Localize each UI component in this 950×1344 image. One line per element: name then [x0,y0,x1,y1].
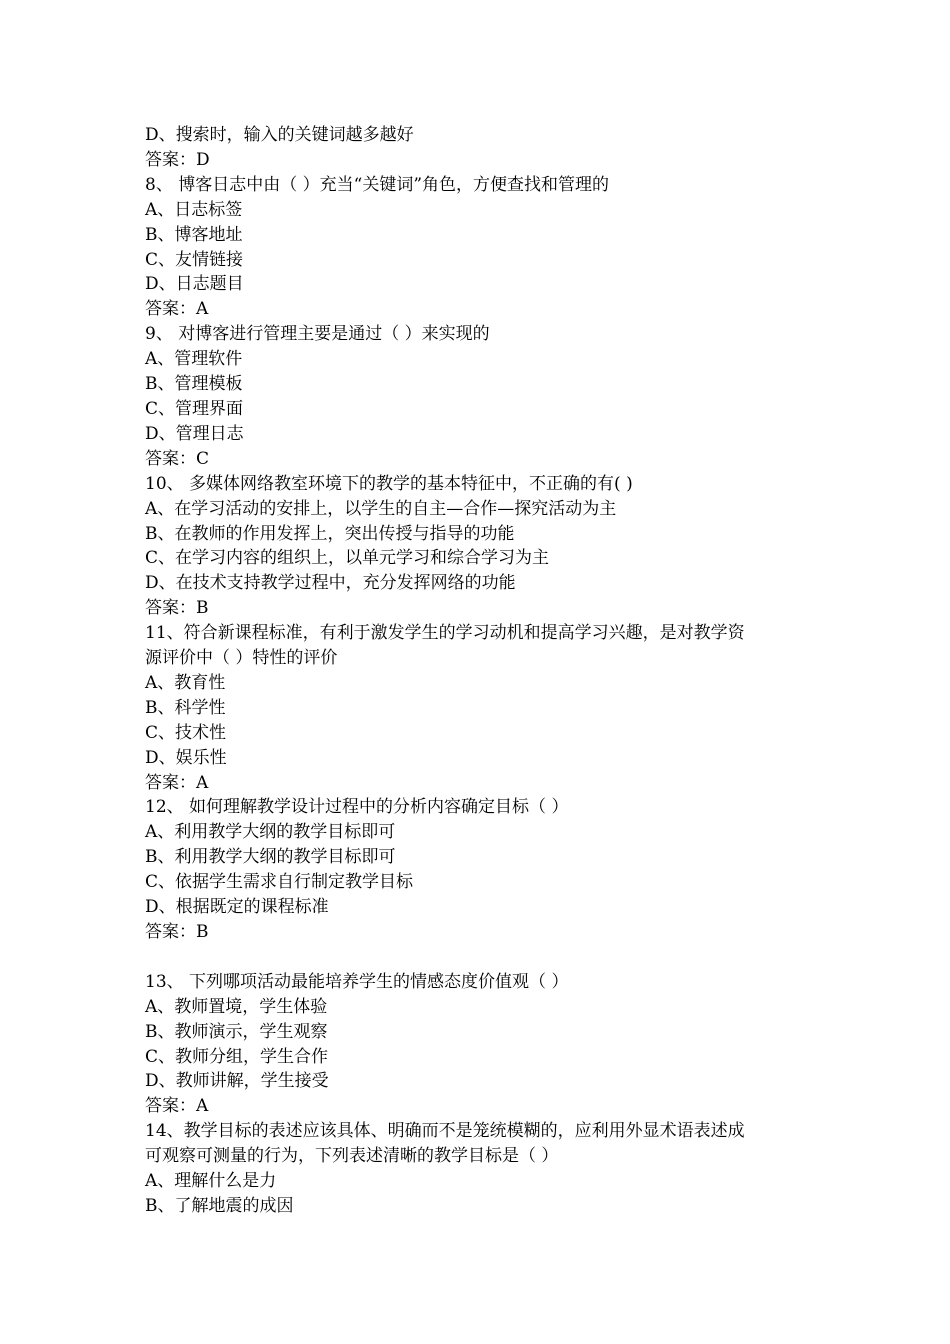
question-line: 13、 下列哪项活动最能培养学生的情感态度价值观（ ） [145,971,569,992]
option-line: D、娱乐性 [145,747,227,768]
question-line-continued: 源评价中（ ）特性的评价 [145,648,338,669]
option-line: A、利用教学大纲的教学目标即可 [145,822,396,843]
answer-line: 答案：A [145,772,209,793]
question-line: 10、 多媒体网络教室环境下的教学的基本特征中，不正确的有( ) [145,473,633,494]
option-line: A、理解什么是力 [145,1171,277,1192]
option-line: C、教师分组，学生合作 [145,1046,329,1067]
answer-line: 答案：D [145,149,210,170]
option-line: D、根据既定的课程标准 [145,897,329,918]
answer-line: 答案：B [145,922,209,942]
option-line: B、管理模板 [145,374,243,395]
option-line: A、管理软件 [145,349,243,370]
option-line: B、博客地址 [145,224,243,245]
option-line: D、教师讲解，学生接受 [145,1071,329,1092]
option-line: B、了解地震的成因 [145,1195,294,1216]
option-line: B、教师演示，学生观察 [145,1021,328,1042]
option-line: B、在教师的作用发挥上，突出传授与指导的功能 [145,523,515,544]
option-line: B、科学性 [145,697,226,718]
option-line: D、在技术支持教学过程中，充分发挥网络的功能 [145,573,516,594]
question-line: 8、 博客日志中由（ ）充当“关键词”角色，方便查找和管理的 [145,174,610,195]
question-line: 14、教学目标的表述应该具体、明确而不是笼统模糊的，应利用外显术语表述成 [145,1121,745,1142]
option-line: A、日志标签 [145,199,243,220]
document-body [145,123,810,1219]
option-line: C、在学习内容的组织上，以单元学习和综合学习为主 [145,548,550,569]
question-line-continued: 可观察可测量的行为，下列表述清晰的教学目标是（ ） [145,1146,559,1167]
option-line: C、技术性 [145,722,227,743]
answer-line: 答案：A [145,299,209,320]
option-line: C、依据学生需求自行制定教学目标 [145,872,414,893]
blank-line [145,945,810,970]
question-line: 11、符合新课程标准，有利于激发学生的学习动机和提高学习兴趣，是对教学资 [145,623,745,644]
option-line: A、教师置境，学生体验 [145,996,328,1017]
option-line: A、教育性 [145,672,226,693]
option-line: D、管理日志 [145,423,244,444]
question-line: 9、 对博客进行管理主要是通过（ ）来实现的 [145,324,490,345]
question-line: 12、 如何理解教学设计过程中的分析内容确定目标（ ） [145,797,569,818]
option-line: D、日志题目 [145,274,244,295]
option-line: B、利用教学大纲的教学目标即可 [145,847,396,868]
option-line: C、友情链接 [145,249,244,270]
answer-line: 答案：B [145,598,209,619]
text-line: D、搜索时，输入的关键词越多越好 [145,125,414,145]
option-line: A、在学习活动的安排上，以学生的自主—合作—探究活动为主 [145,498,617,519]
answer-line: 答案：C [145,448,210,469]
option-line: C、管理界面 [145,398,244,419]
answer-line: 答案：A [145,1096,209,1117]
